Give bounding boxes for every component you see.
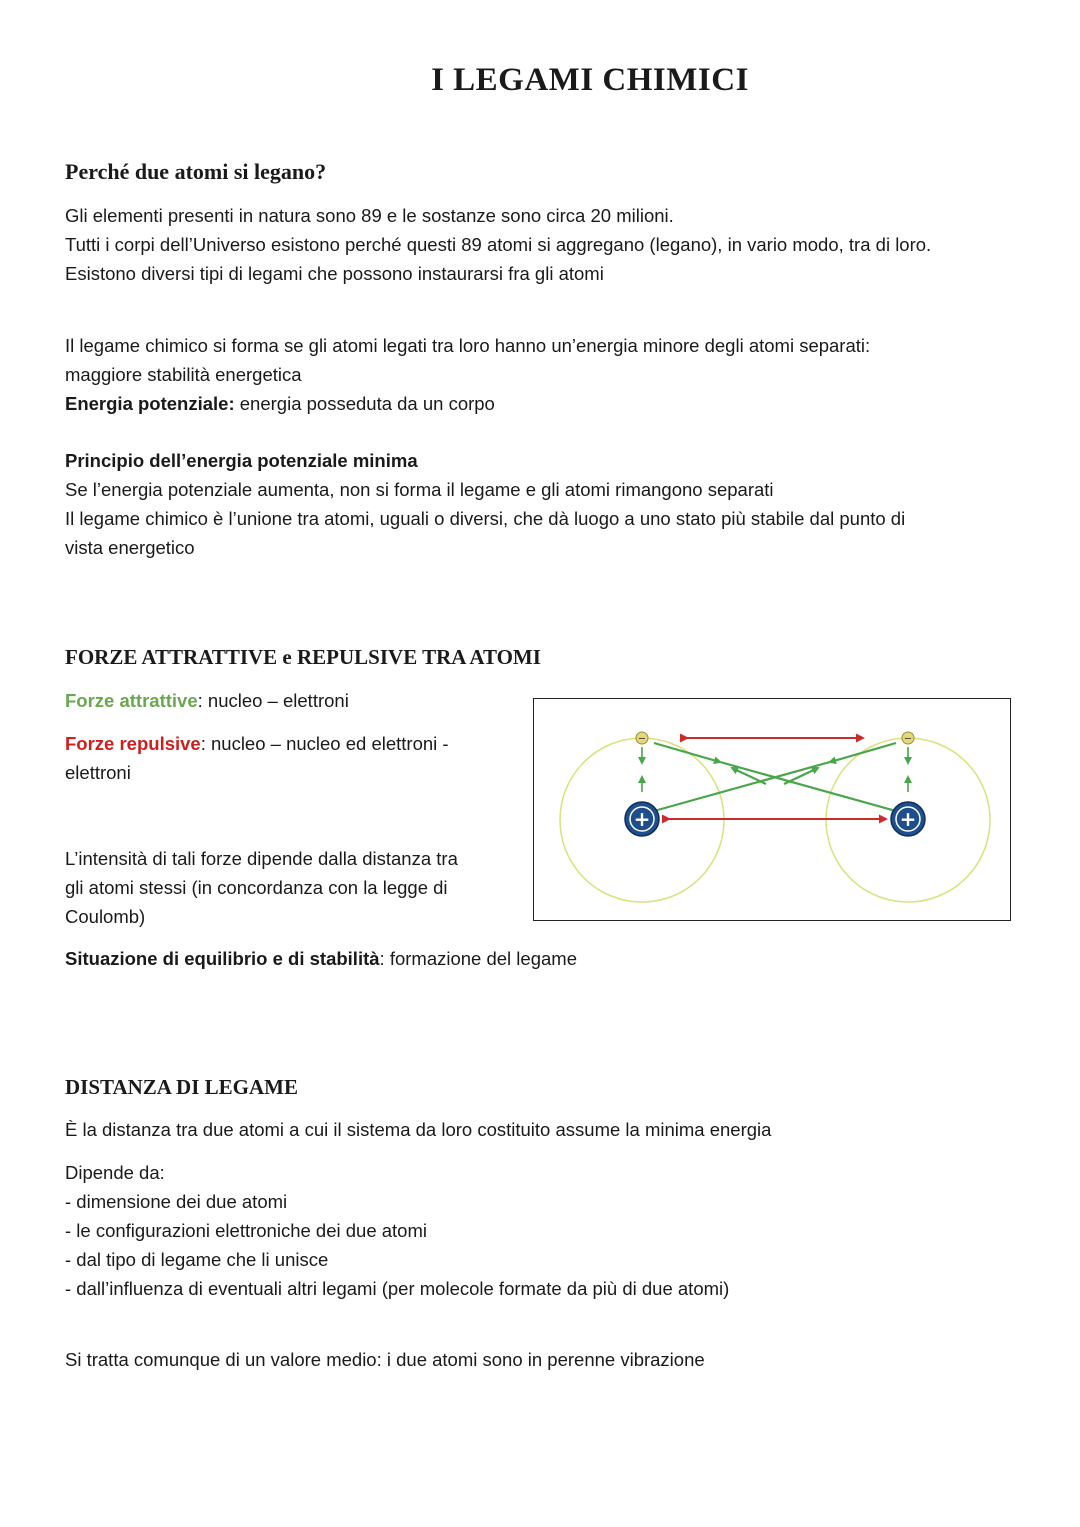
right-nucleus [891,802,925,836]
paragraph-line: vista energetico [65,537,195,558]
attractive-text: : nucleo – elettroni [197,690,349,711]
svg-text:−: − [903,733,913,745]
repulsive-label: Forze repulsive [65,733,201,754]
page-title: I LEGAMI CHIMICI [431,62,749,98]
intro-line: Gli elementi presenti in natura sono 89 e le sostanze sono circa 20 milioni. [65,205,674,226]
intensity-paragraph [65,844,458,931]
paragraph-line: Coulomb) [65,906,146,927]
list-item: - le configurazioni elettroniche dei due atomi [65,1220,427,1241]
repulsive-text: : nucleo – nucleo ed elettroni - [200,733,449,754]
conclusion-text: Si tratta comunque di un valore medio: i due atomi sono in perenne vibrazione [65,1349,705,1370]
right-electron [902,732,914,745]
section-heading-bond-distance: DISTANZA DI LEGAME [65,1075,298,1099]
attractive-forces [65,686,349,715]
paragraph-line: L’intensità di tali forze dipende dalla distanza tra [65,848,458,869]
depends-list [65,1158,729,1303]
paragraph-line: Il legame chimico si forma se gli atomi legati tra loro hanno un’energia minore degli atomi separati: [65,335,871,356]
attraction-arrow [830,743,896,762]
intro-line: Esistono diversi tipi di legami che possono instaurarsi fra gli atomi [65,263,604,284]
list-item: - dall’influenza di eventuali altri legami (per molecole formate da più di due atomi) [65,1278,730,1299]
list-item: - dimensione dei due atomi [65,1191,288,1212]
bond-distance-definition [65,1115,771,1144]
section-heading-why-bond: Perché due atomi si legano? [65,159,327,184]
principle-heading-text: Principio dell’energia potenziale minima [65,450,418,471]
energy-definition [65,389,870,418]
depends-label: Dipende da: [65,1162,165,1183]
intro-line: Tutti i corpi dell’Universo esistono perché questi 89 atomi si aggregano (legano), in vario modo, tra di loro. [65,234,932,255]
svg-text:−: − [637,733,647,745]
left-electron [636,732,648,745]
energy-text: energia posseduta da un corpo [234,393,495,414]
attractive-label: Forze attrattive [65,690,198,711]
equilibrium-text: : formazione del legame [379,948,577,969]
atom-forces-diagram [533,698,1011,921]
list-item: - dal tipo di legame che li unisce [65,1249,329,1270]
conclusion-paragraph [65,1345,705,1374]
repulsive-text-cont: elettroni [65,762,131,783]
svg-text:+: + [633,807,651,831]
paragraph-line: Se l’energia potenziale aumenta, non si forma il legame e gli atomi rimangono separati [65,479,774,500]
paragraph-line: Il legame chimico è l’unione tra atomi, uguali o diversi, che dà luogo a uno stato più stabile dal punto di [65,508,906,529]
svg-text:+: + [899,807,917,831]
intro-paragraph [65,201,931,288]
definition-text: È la distanza tra due atomi a cui il sistema da loro costituito assume la minima energia [65,1119,772,1140]
principle-heading [65,446,905,475]
attraction-line [654,762,830,811]
left-nucleus [625,802,659,836]
spacer [730,761,786,776]
principle-paragraph [65,446,905,562]
section-heading-forces: FORZE ATTRATTIVE e REPULSIVE TRA ATOMI [65,645,541,669]
bond-energy-paragraph [65,331,870,418]
attraction-line [720,762,896,811]
equilibrium-line [65,944,577,973]
energy-label: Energia potenziale: [65,393,235,414]
equilibrium-label: Situazione di equilibrio e di stabilità [65,948,380,969]
attraction-arrow [654,743,720,762]
atom-forces-svg [534,699,1009,919]
paragraph-line: maggiore stabilità energetica [65,364,302,385]
repulsive-forces [65,729,449,787]
paragraph-line: gli atomi stessi (in concordanza con la legge di [65,877,448,898]
